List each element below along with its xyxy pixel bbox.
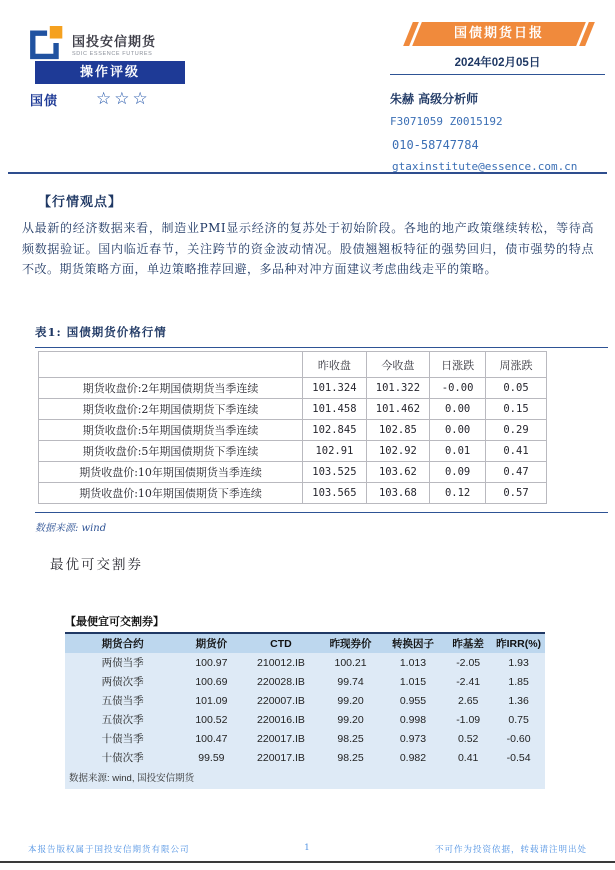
table-cell: 期货收盘价:5年期国债期货下季连续 [39,441,303,462]
table-header-cell: 周涨跌 [486,352,547,378]
company-logo [30,26,156,60]
table-cell: 101.462 [366,399,430,420]
table-cell: 期货收盘价:2年期国债期货下季连续 [39,399,303,420]
logo-text [72,31,156,57]
table-header-cell: 转换因子 [382,633,444,653]
table-row [65,729,545,748]
table-header-cell: CTD [243,633,320,653]
rating-stars: ☆☆☆ [96,89,151,109]
table-cell: 100.21 [334,656,367,669]
table-cell: 1.85 [508,675,529,688]
table-cell: 99.59 [198,751,225,764]
table-header-cell: 昨收盘 [303,352,367,378]
table-cell: 0.41 [486,441,547,462]
table-cell: 99.74 [337,675,364,688]
analyst-name: 朱赫 高级分析师 [390,92,479,106]
logo-company-name-en: SDIC ESSENCE FUTURES [72,51,153,57]
table-cell: 0.973 [399,732,427,745]
table-row [39,462,547,483]
table-cell: 1.013 [399,656,427,669]
table-row [39,399,547,420]
table-cell: 五债当季 [101,695,144,707]
ctd-table-label: 【最便宜可交割券】 [65,616,164,628]
footer-disclaimer: 不可作为投资依据，转载请注明出处 [434,845,587,855]
report-title-text: 国债期货日报 [453,26,544,41]
table-cell: 0.15 [486,399,547,420]
table-cell: -0.54 [506,751,531,764]
table-cell: 103.62 [366,462,430,483]
table-row [39,378,547,399]
table-cell: 期货收盘价:10年期国债期货当季连续 [39,462,303,483]
table-cell: 期货收盘价:10年期国债期货下季连续 [39,483,303,504]
table-cell: 期货收盘价:5年期国债期货当季连续 [39,420,303,441]
table-cell: 0.998 [399,713,427,726]
table-header-cell: 昨现券价 [319,633,381,653]
table-cell: -2.41 [456,675,481,688]
table-cell: 100.69 [195,675,228,688]
table-cell: -2.05 [456,656,481,669]
table-cell: 220017.IB [257,732,305,745]
table1-bottom-rule [35,512,608,513]
table-cell: 101.458 [303,399,367,420]
table-cell: 0.52 [457,732,479,745]
table-cell: 100.52 [195,713,228,726]
table-cell: 103.68 [366,483,430,504]
logo-icon [30,26,66,60]
table1-title: 表1: 国债期货价格行情 [35,325,167,339]
table-header-cell: 今收盘 [366,352,430,378]
table-header-cell: 日涨跌 [430,352,486,378]
ctd-header-row [65,633,545,653]
table-cell: 0.982 [399,751,427,764]
rating-instrument: 国债 [30,93,59,109]
table1-header [39,352,547,378]
table-cell: 102.85 [366,420,430,441]
table-cell: 0.57 [486,483,547,504]
table-cell: -0.00 [430,378,486,399]
table-cell: 101.324 [303,378,367,399]
contact-phone: 010-58747784 [392,138,479,152]
report-title-banner [405,22,593,46]
table-cell: 220016.IB [257,713,305,726]
table-row [39,483,547,504]
table-cell: 十债当季 [101,733,144,745]
futures-price-table [38,351,547,504]
table-cell: 103.525 [303,462,367,483]
table-cell: 期货收盘价:2年期国债期货当季连续 [39,378,303,399]
table-row [65,710,545,729]
table-cell: 103.565 [303,483,367,504]
table-cell: -0.60 [506,732,531,745]
rating-banner: 操作评级 [35,61,185,84]
table-cell: 99.20 [337,694,364,707]
table-cell: 五债次季 [101,714,144,726]
analyst-cert-numbers: F3071059 Z0015192 [390,115,503,128]
table-cell: 0.29 [486,420,547,441]
table-cell: 2.65 [457,694,479,707]
table-cell: 两债当季 [101,657,144,669]
table-cell: 220007.IB [257,694,305,707]
table-cell: 0.12 [430,483,486,504]
table-header-cell [39,352,303,378]
table-cell: 0.41 [457,751,479,764]
table1-body [39,378,547,504]
header-divider [8,172,607,174]
cheapest-to-deliver-block [65,613,545,789]
ctd-source: 数据来源: wind, 国投安信期货 [65,767,545,789]
table-cell: 1.93 [508,656,529,669]
rating-row [30,89,220,109]
table-header-cell: 期货价 [180,633,242,653]
page-footer [28,843,587,855]
futures-price-section [35,324,608,534]
logo-orange-square [50,26,63,39]
table-header-cell: 昨IRR(%) [492,633,545,653]
table-cell: 102.845 [303,420,367,441]
table-row [39,441,547,462]
table-cell: 220017.IB [257,751,305,764]
table-row [39,420,547,441]
table1-top-rule [35,347,608,348]
table-cell: 101.322 [366,378,430,399]
table-row [65,653,545,672]
viewpoint-body: 从最新的经济数据来看，制造业PMI显示经济的复苏处于初始阶段。各地的地产政策继续转松，等待高频数据验证。国内临近春节，关注跨节的资金波动情况。股债翘翘板特征的强势回归，债市强势的特点不改。期货策略方面，单边策略推荐回避，多品种对冲方面建议考虑曲线走平的策略。 [22,221,594,276]
table-cell: 210012.IB [257,656,305,669]
table-row [65,691,545,710]
viewpoint-heading: 【行情观点】 [38,195,123,210]
table-cell: 98.25 [337,732,364,745]
table-cell: 两债次季 [101,676,144,688]
table-cell: 100.97 [195,656,228,669]
report-date: 2024年02月05日 [390,54,605,75]
table-cell: -1.09 [456,713,481,726]
cheapest-to-deliver-table [65,632,545,767]
table-header-cell: 昨基差 [444,633,492,653]
table-header-cell: 期货合约 [65,633,180,653]
table-cell: 1.015 [399,675,427,688]
table-row [65,672,545,691]
table-cell: 0.75 [508,713,529,726]
footer-copyright: 本报告版权属于国投安信期货有限公司 [28,845,190,855]
table-cell: 0.00 [430,399,486,420]
table-cell: 0.09 [430,462,486,483]
logo-company-name: 国投安信期货 [72,34,157,49]
table-cell: 0.47 [486,462,547,483]
table-cell: 0.955 [399,694,427,707]
table-cell: 0.00 [430,420,486,441]
table1-source: 数据来源: wind [35,523,107,534]
table1-header-row [39,352,547,378]
table-cell: 99.20 [337,713,364,726]
table-cell: 98.25 [337,751,364,764]
table-row [65,748,545,767]
report-title [412,22,586,46]
table-cell: 220028.IB [257,675,305,688]
table-cell: 十债次季 [101,752,144,764]
contact-email: gtaxinstitute@essence.com.cn [392,160,578,173]
table-cell: 102.92 [366,441,430,462]
page-bottom-rule [0,861,615,863]
table-cell: 101.09 [195,694,228,707]
ctd-section-heading: 最优可交割券 [50,557,143,573]
table-cell: 102.91 [303,441,367,462]
table-cell: 0.01 [430,441,486,462]
table-cell: 100.47 [195,732,228,745]
table-cell: 0.05 [486,378,547,399]
page-number: 1 [304,843,311,853]
table-cell: 1.36 [508,694,529,707]
ctd-table-header [65,633,545,653]
ctd-table-body [65,653,545,767]
